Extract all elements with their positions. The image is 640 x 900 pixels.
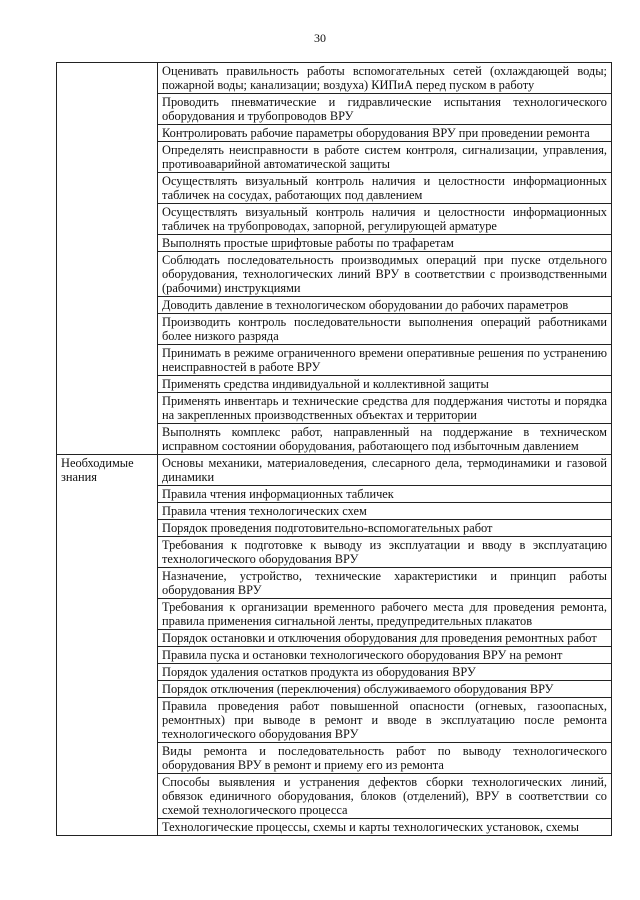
requirement-cell: Осуществлять визуальный контроль наличия и целостности информационных табличек на сосудах, работающих под давлением xyxy=(158,173,612,204)
category-cell xyxy=(57,63,158,455)
requirement-cell: Выполнять комплекс работ, направленный на поддержание в техническом исправном состоянии оборудования, работающего под избыточным давлением xyxy=(158,424,612,455)
requirement-cell: Порядок удаления остатков продукта из оборудования ВРУ xyxy=(158,664,612,681)
competency-table-body xyxy=(57,63,612,836)
table-row xyxy=(57,455,612,486)
requirement-cell: Соблюдать последовательность производимых операций при пуске отдельного оборудования, технологических линий ВРУ в соответствии с производственными (рабочими) инструкциями xyxy=(158,252,612,297)
requirement-cell: Осуществлять визуальный контроль наличия и целостности информационных табличек на трубопроводах, запорной, регулирующей арматуре xyxy=(158,204,612,235)
requirement-cell: Правила чтения технологических схем xyxy=(158,503,612,520)
table-row xyxy=(57,63,612,94)
requirement-cell: Правила чтения информационных табличек xyxy=(158,486,612,503)
requirement-cell: Технологические процессы, схемы и карты технологических установок, схемы xyxy=(158,819,612,836)
requirement-cell: Способы выявления и устранения дефектов сборки технологических линий, обвязок единичного оборудования, блоков (отделений), ВРУ в соответствии со схемой технологического процесса xyxy=(158,774,612,819)
requirement-cell: Порядок отключения (переключения) обслуживаемого оборудования ВРУ xyxy=(158,681,612,698)
page-number: 30 xyxy=(314,31,326,45)
requirement-cell: Правила пуска и остановки технологического оборудования ВРУ на ремонт xyxy=(158,647,612,664)
requirement-cell: Доводить давление в технологическом оборудовании до рабочих параметров xyxy=(158,297,612,314)
requirement-cell: Контролировать рабочие параметры оборудования ВРУ при проведении ремонта xyxy=(158,125,612,142)
requirement-cell: Производить контроль последовательности выполнения операций работниками более низкого разряда xyxy=(158,314,612,345)
requirement-cell: Требования к организации временного рабочего места для проведения ремонта, правила применения сигнальной ленты, предупредительных плакатов xyxy=(158,599,612,630)
competency-table xyxy=(56,62,612,836)
requirement-cell: Применять инвентарь и технические средства для поддержания чистоты и порядка на закрепленных производственных объектах и территории xyxy=(158,393,612,424)
category-cell: Необходимые знания xyxy=(57,455,158,836)
requirement-cell: Правила проведения работ повышенной опасности (огневых, газоопасных, ремонтных) при выводе в ремонт и вводе в эксплуатацию после ремонта технологического оборудования ВРУ xyxy=(158,698,612,743)
requirement-cell: Определять неисправности в работе систем контроля, сигнализации, управления, противоаварийной автоматической защиты xyxy=(158,142,612,173)
requirement-cell: Проводить пневматические и гидравлические испытания технологического оборудования и трубопроводов ВРУ xyxy=(158,94,612,125)
requirement-cell: Назначение, устройство, технические характеристики и принцип работы оборудования ВРУ xyxy=(158,568,612,599)
requirement-cell: Оценивать правильность работы вспомогательных сетей (охлаждающей воды; пожарной воды; канализации; воздуха) КИПиА перед пуском в работу xyxy=(158,63,612,94)
requirement-cell: Принимать в режиме ограниченного времени оперативные решения по устранению неисправностей в работе ВРУ xyxy=(158,345,612,376)
requirement-cell: Применять средства индивидуальной и коллективной защиты xyxy=(158,376,612,393)
requirement-cell: Требования к подготовке к выводу из эксплуатации и вводу в эксплуатацию технологического оборудования ВРУ xyxy=(158,537,612,568)
requirement-cell: Порядок остановки и отключения оборудования для проведения ремонтных работ xyxy=(158,630,612,647)
requirement-cell: Виды ремонта и последовательность работ по выводу технологического оборудования ВРУ в ремонт и приему его из ремонта xyxy=(158,743,612,774)
requirement-cell: Выполнять простые шрифтовые работы по трафаретам xyxy=(158,235,612,252)
requirement-cell: Порядок проведения подготовительно-вспомогательных работ xyxy=(158,520,612,537)
requirement-cell: Основы механики, материаловедения, слесарного дела, термодинамики и газовой динамики xyxy=(158,455,612,486)
